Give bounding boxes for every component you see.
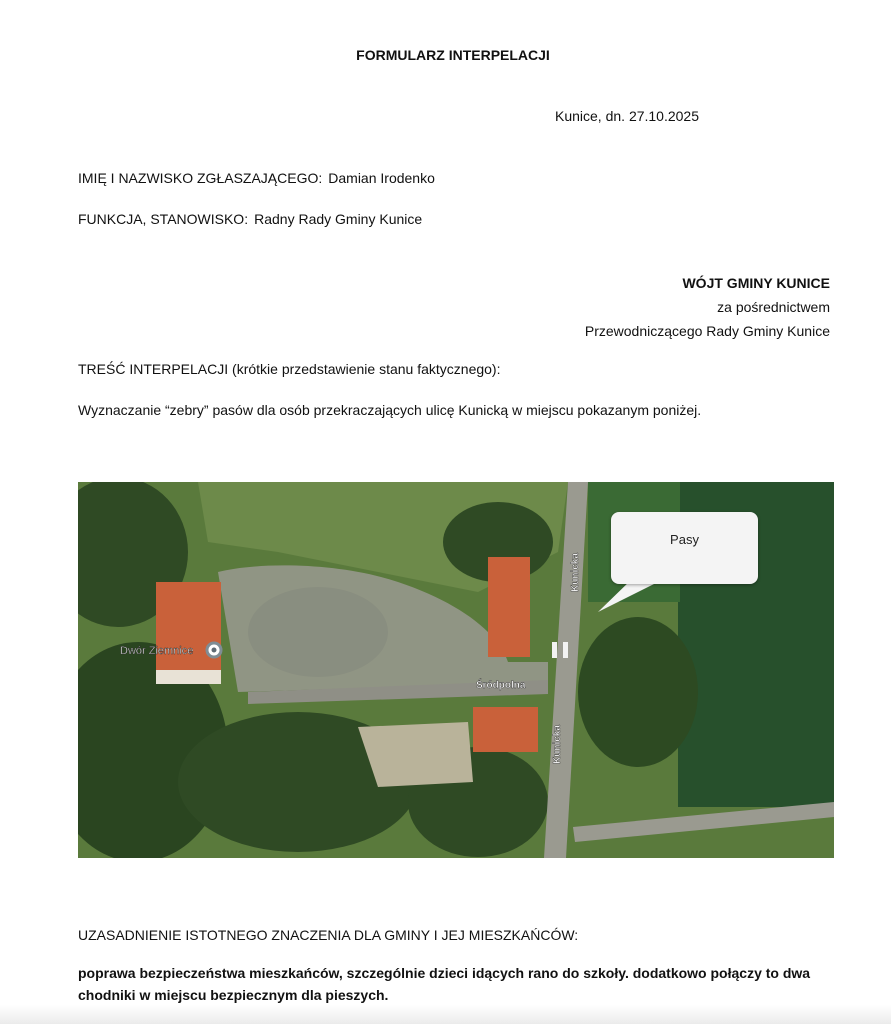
building-roof	[156, 582, 221, 682]
content-heading: TREŚĆ INTERPELACJI (krótkie przedstawienie stanu faktycznego):	[78, 361, 501, 377]
justification-text: poprawa bezpieczeństwa mieszkańców, szczególnie dzieci idących rano do szkoły. dodatkowo połączy to dwa chodniki w miejscu bezpiecznym dla pieszych.	[78, 965, 811, 1003]
crosswalk-mark	[563, 642, 568, 658]
recipient-line-3: Przewodniczącego Rady Gminy Kunice	[584, 323, 830, 339]
recipient-line-1: WÓJT GMINY KUNICE	[682, 275, 830, 291]
building-wall	[156, 670, 221, 684]
submitter-label: IMIĘ I NAZWISKO ZGŁASZAJĄCEGO:	[78, 170, 323, 186]
recipient-line-2: za pośrednictwem	[717, 299, 830, 315]
recipient-block	[585, 271, 830, 343]
place-label: Dwór Ziemnice	[120, 645, 194, 657]
submitter-value: Damian Irodenko	[328, 170, 435, 186]
building-roof	[473, 707, 538, 752]
crosswalk-mark	[552, 642, 557, 658]
building-roof	[488, 557, 530, 657]
form-title: FORMULARZ INTERPELACJI	[356, 47, 550, 63]
street-label-bottom: Kunicka	[552, 725, 563, 764]
function-label: FUNKCJA, STANOWISKO:	[78, 211, 249, 227]
tree-cluster	[578, 617, 698, 767]
callout-bubble	[611, 512, 758, 584]
content-text: Wyznaczanie “zebry” pasów dla osób przekraczających ulicę Kunicką w miejscu pokazanym poniżej.	[78, 402, 702, 418]
function-value: Radny Rady Gminy Kunice	[254, 211, 423, 227]
page-edge	[0, 1005, 891, 1024]
submitter-field	[78, 170, 435, 186]
side-street-label: Śródpolna	[476, 680, 526, 691]
document-date: Kunice, dn. 27.10.2025	[555, 108, 700, 124]
street-label-top: Kunicka	[570, 553, 581, 592]
justification-heading: UZASADNIENIE ISTOTNEGO ZNACZENIA DLA GMINY I JEJ MIESZKAŃCÓW:	[78, 927, 579, 943]
function-field	[78, 211, 422, 227]
callout-label: Pasy	[670, 532, 699, 547]
rubble-area	[358, 722, 473, 787]
